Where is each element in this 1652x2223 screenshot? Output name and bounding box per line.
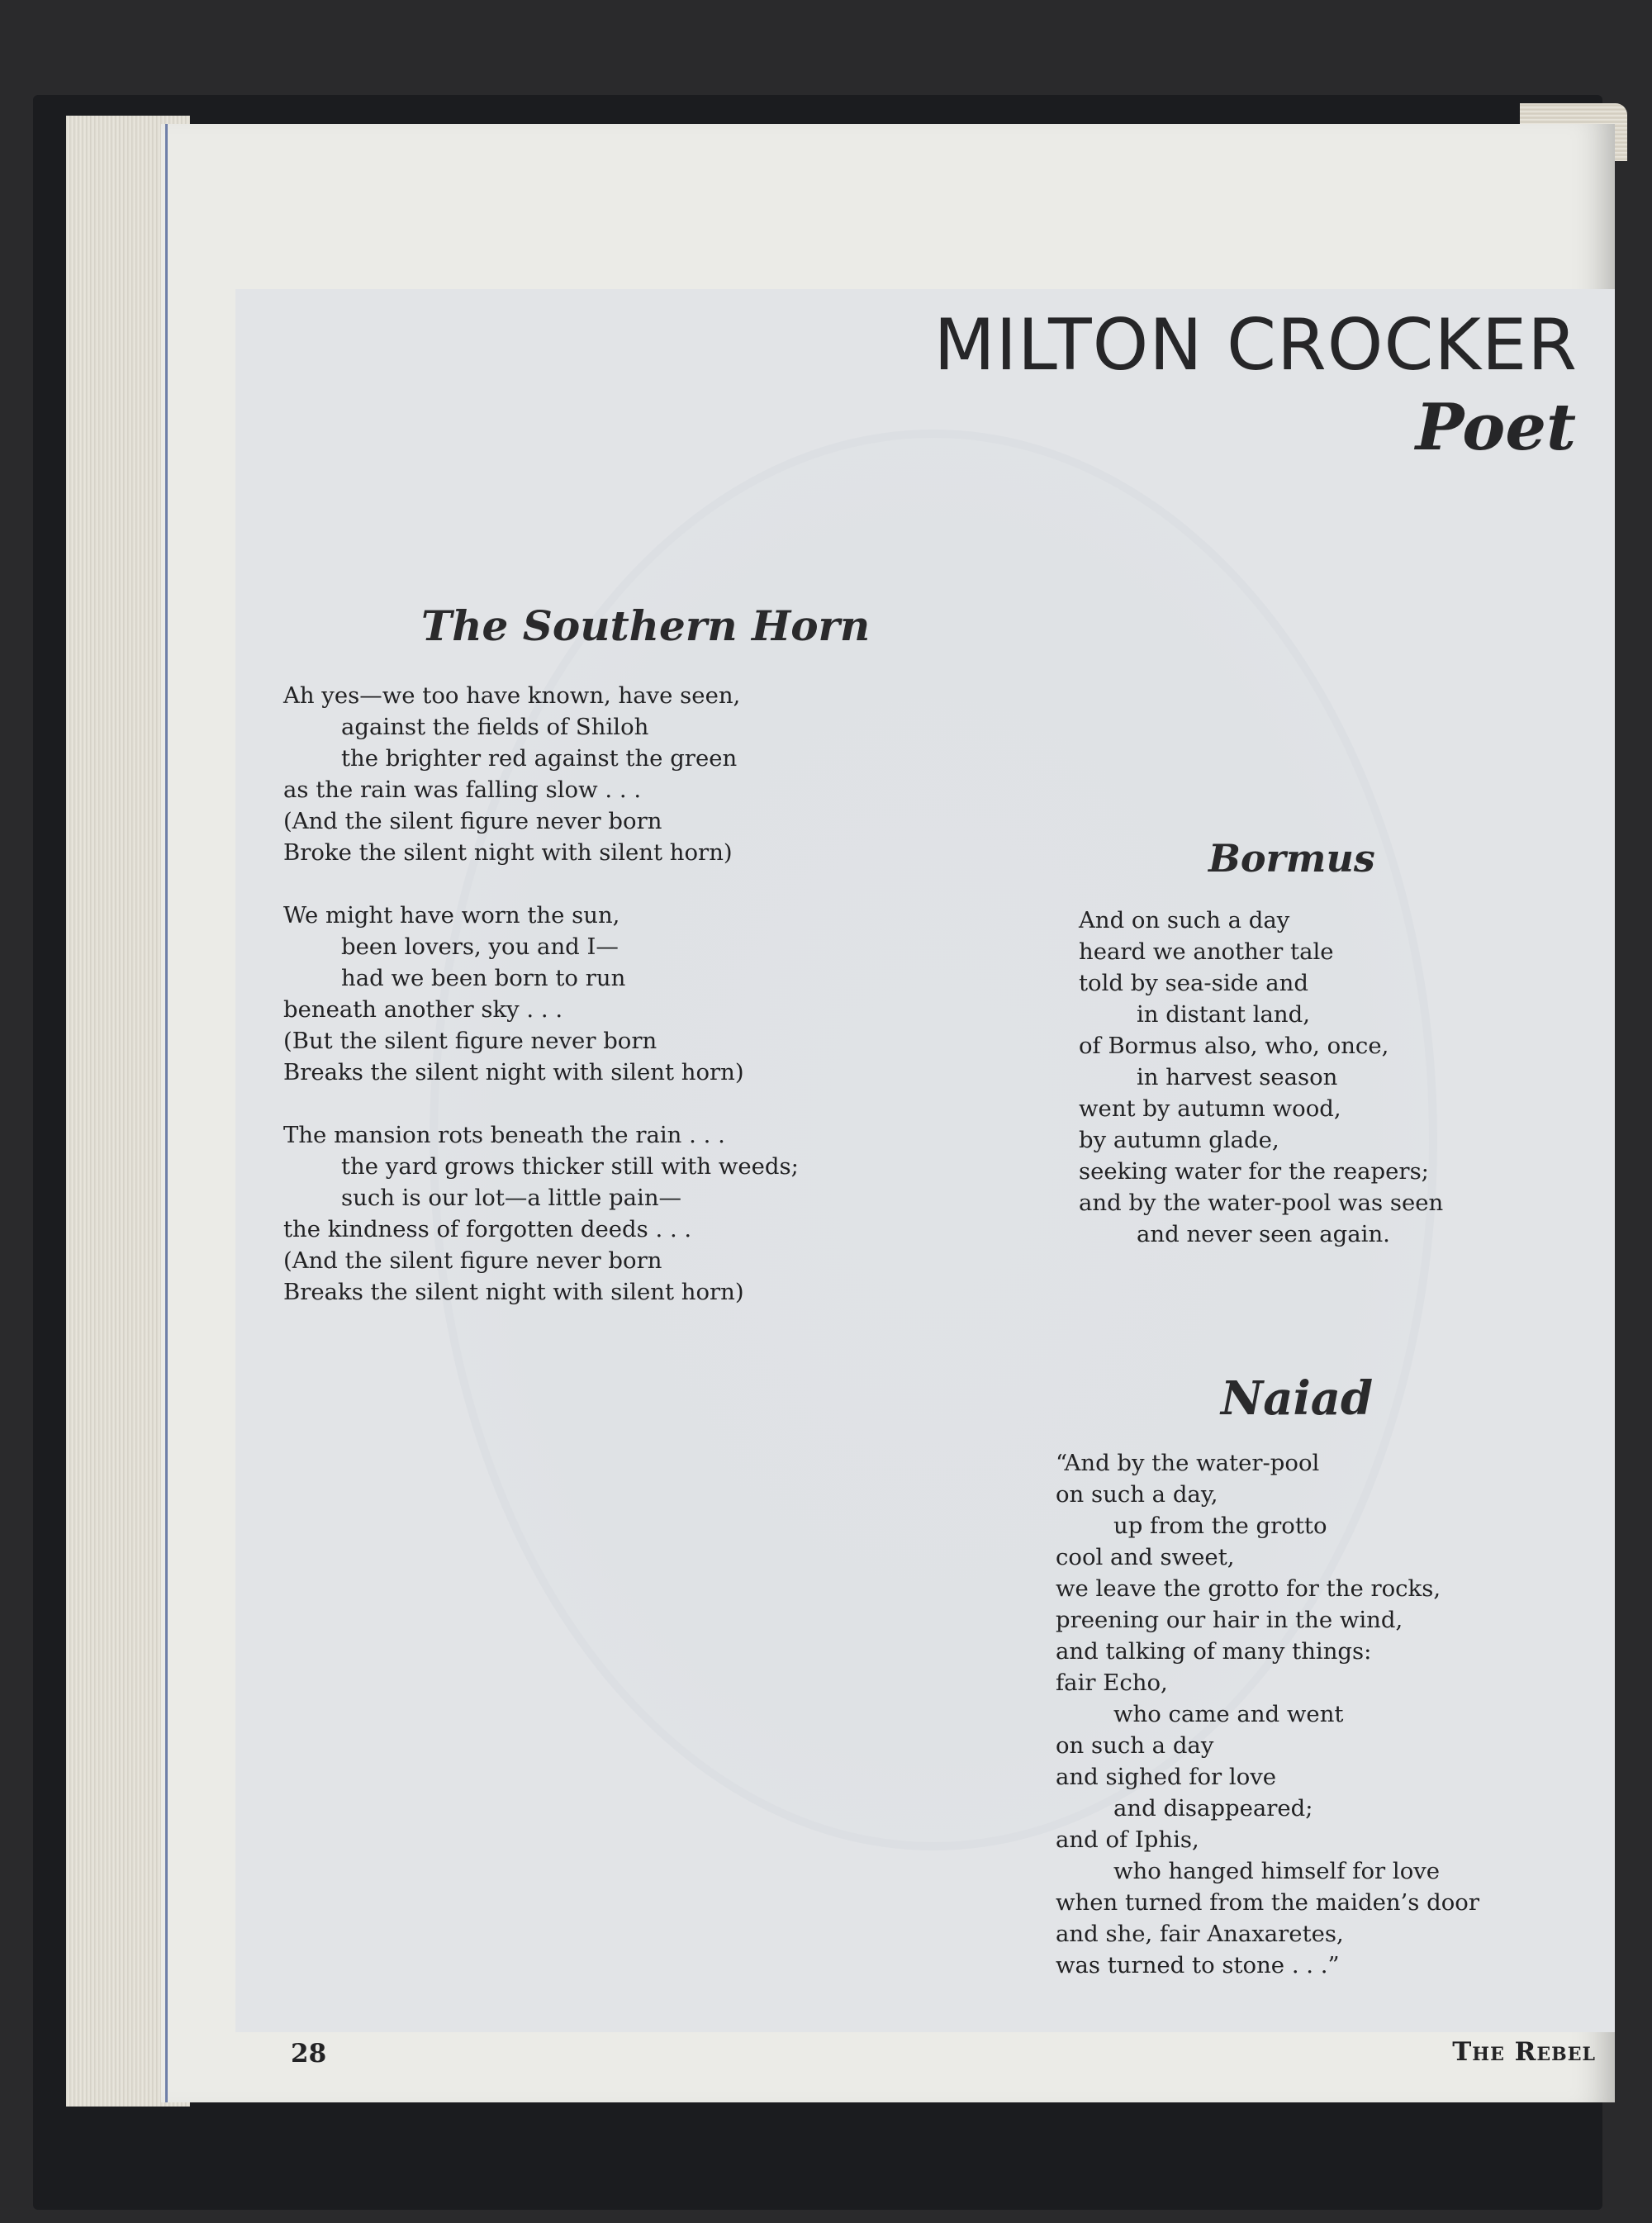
poem-line: in distant land, xyxy=(1137,1001,1310,1028)
poem-line: (But the silent figure never born xyxy=(283,1028,657,1054)
poem-line: and never seen again. xyxy=(1137,1221,1390,1247)
poem-line: of Bormus also, who, once, xyxy=(1079,1033,1389,1059)
poem-line: by autumn glade, xyxy=(1079,1127,1279,1153)
poem-line: and she, fair Anaxaretes, xyxy=(1056,1921,1344,1947)
poem-line: and sighed for love xyxy=(1056,1764,1277,1790)
poem-line: up from the grotto xyxy=(1113,1513,1327,1539)
publication-name: The Rebel xyxy=(1452,2037,1596,2067)
poem-line: preening our hair in the wind, xyxy=(1056,1607,1403,1633)
poem-line: Ah yes—we too have known, have seen, xyxy=(283,682,741,709)
poem-line: had we been born to run xyxy=(341,965,626,991)
poem-line: and talking of many things: xyxy=(1056,1638,1372,1665)
poem-bormus xyxy=(1079,905,1443,1250)
poem-line: was turned to stone . . .” xyxy=(1056,1952,1340,1978)
page-gutter-line xyxy=(165,124,168,2102)
poem-line: And on such a day xyxy=(1079,907,1290,933)
poem-line: Breaks the silent night with silent horn) xyxy=(283,1059,744,1085)
poem-line: “And by the water-pool xyxy=(1056,1450,1320,1476)
poem-line: beneath another sky . . . xyxy=(283,996,563,1023)
poem-line: went by autumn wood, xyxy=(1079,1095,1341,1122)
author-role: Poet xyxy=(1415,390,1576,465)
poem-line: on such a day xyxy=(1056,1732,1214,1759)
author-name: MILTON CROCKER xyxy=(933,304,1578,387)
poem-line: heard we another tale xyxy=(1079,938,1334,965)
poem-line: and by the water-pool was seen xyxy=(1079,1190,1444,1216)
poem-line: as the rain was falling slow . . . xyxy=(283,777,642,803)
poem-line: Breaks the silent night with silent horn) xyxy=(283,1279,744,1305)
poem-line: The mansion rots beneath the rain . . . xyxy=(283,1122,725,1148)
poem-line: the brighter red against the green xyxy=(341,745,738,772)
poem-line: who hanged himself for love xyxy=(1113,1858,1441,1884)
poem-line: the yard grows thicker still with weeds; xyxy=(341,1153,799,1180)
poem-line: cool and sweet, xyxy=(1056,1544,1235,1570)
poem-line: the kindness of forgotten deeds . . . xyxy=(283,1216,692,1242)
page-number: 28 xyxy=(291,2039,327,2069)
poem-line: been lovers, you and I— xyxy=(341,933,619,960)
poem-line: (And the silent figure never born xyxy=(283,808,662,834)
poem-line: and disappeared; xyxy=(1113,1795,1313,1822)
poem-line: fair Echo, xyxy=(1056,1670,1168,1696)
poem-naiad xyxy=(1056,1447,1479,1981)
poem-line: who came and went xyxy=(1113,1701,1344,1727)
poem-southern-horn xyxy=(283,680,799,1308)
poem-line: seeking water for the reapers; xyxy=(1079,1158,1429,1185)
poem-title-southern-horn: The Southern Horn xyxy=(421,601,871,650)
poem-line: (And the silent figure never born xyxy=(283,1247,662,1274)
poem-title-bormus: Bormus xyxy=(1208,836,1375,881)
poem-line: on such a day, xyxy=(1056,1481,1218,1508)
poem-line: in harvest season xyxy=(1137,1064,1338,1090)
poem-line: We might have worn the sun, xyxy=(283,902,620,929)
poem-title-naiad: Naiad xyxy=(1221,1371,1374,1426)
poem-line: and of Iphis, xyxy=(1056,1826,1199,1853)
poem-line: we leave the grotto for the rocks, xyxy=(1056,1575,1441,1602)
poem-line: when turned from the maiden’s door xyxy=(1056,1889,1480,1916)
poem-line: Broke the silent night with silent horn) xyxy=(283,839,733,866)
poem-line: against the fields of Shiloh xyxy=(341,714,649,740)
poem-line: such is our lot—a little pain— xyxy=(341,1185,682,1211)
poem-line: told by sea-side and xyxy=(1079,970,1308,996)
